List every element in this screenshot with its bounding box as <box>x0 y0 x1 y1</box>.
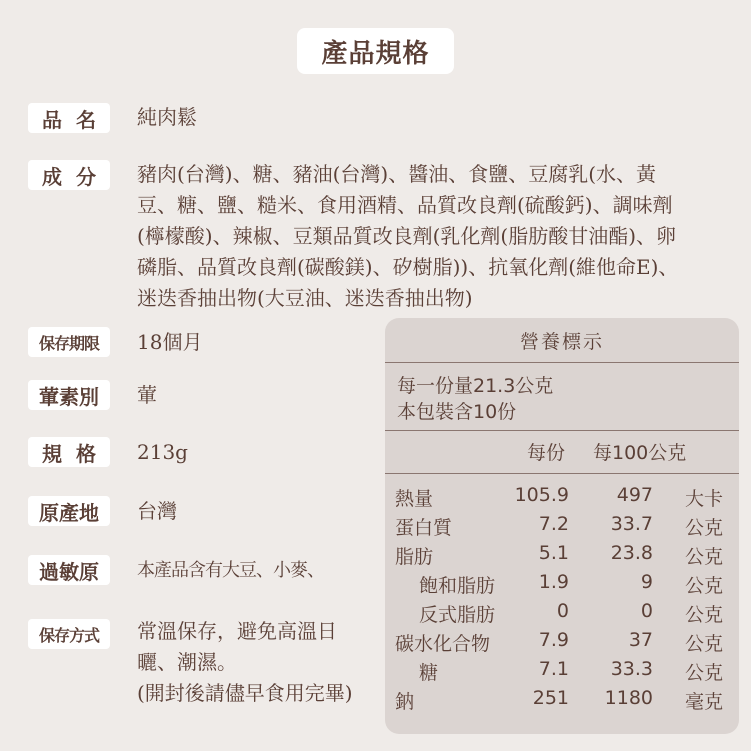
unit-label: 公克 <box>684 662 723 684</box>
nutrition-row <box>385 600 739 629</box>
nutrient-name: 反式脂肪 <box>419 604 496 626</box>
nutrition-row <box>385 542 739 571</box>
ingredients-line: 豆、糖、鹽、糙米、食用酒精、品質改良劑(硫酸鈣)、調味劑 <box>137 193 673 217</box>
nutrition-divider <box>385 473 739 474</box>
ingredients-line: 豬肉(台灣)、糖、豬油(台灣)、醬油、食鹽、豆腐乳(水、黃 <box>137 162 657 186</box>
nutrition-row <box>385 658 739 687</box>
spec-label-size: 規格 <box>28 437 110 467</box>
nutrient-name: 蛋白質 <box>395 517 453 539</box>
per-100g-value: 23.8 <box>610 542 653 564</box>
spec-label-name: 品名 <box>28 103 110 133</box>
spec-value-allergen: 本產品含有大豆、小麥、 <box>137 560 324 581</box>
spec-value-diet-type: 葷 <box>137 383 157 407</box>
nutrition-row <box>385 571 739 600</box>
nutrition-divider <box>385 430 739 431</box>
storage-line: 常溫保存，避免高溫日 <box>137 619 337 643</box>
nutrition-title: 營養標示 <box>519 330 604 353</box>
per-serving-value: 0 <box>556 600 569 622</box>
ingredients-line: 磷脂、品質改良劑(碳酸鎂)、矽樹脂))、抗氧化劑(維他命E)、 <box>137 255 679 279</box>
per-100g-value: 33.3 <box>610 658 653 680</box>
ingredients-line: 迷迭香抽出物(大豆油、迷迭香抽出物) <box>137 286 473 310</box>
per-serving-value: 7.9 <box>538 629 569 651</box>
page-title: 產品規格 <box>297 28 454 74</box>
nutrient-name: 糖 <box>419 662 439 684</box>
nutrition-row <box>385 687 739 716</box>
unit-label: 公克 <box>684 575 723 597</box>
spec-value-size: 213g <box>137 440 188 464</box>
unit-label: 公克 <box>684 546 723 568</box>
spec-label-storage: 保存方式 <box>28 619 110 649</box>
spec-value-origin: 台灣 <box>137 499 177 523</box>
nutrition-divider <box>385 362 739 363</box>
storage-line: (開封後請儘早食用完畢) <box>137 681 353 705</box>
nutrient-name: 鈉 <box>395 691 415 713</box>
servings-per-pack: 本包裝含10份 <box>397 401 517 423</box>
unit-label: 毫克 <box>684 691 723 713</box>
spec-value-storage <box>137 616 353 709</box>
nutrition-row <box>385 513 739 542</box>
spec-value-shelf-life: 18個月 <box>137 330 203 354</box>
per-serving-value: 7.2 <box>538 513 569 535</box>
ingredients-line: (檸檬酸)、辣椒、豆類品質改良劑(乳化劑(脂肪酸甘油酯)、卵 <box>137 224 677 248</box>
unit-label: 公克 <box>684 604 723 626</box>
spec-label-shelf-life: 保存期限 <box>28 327 110 357</box>
nutrition-row <box>385 484 739 513</box>
per-serving-value: 105.9 <box>514 484 569 506</box>
spec-label-diet-type: 葷素別 <box>28 380 110 410</box>
nutrient-name: 熱量 <box>395 488 434 510</box>
serving-size: 每一份量21.3公克 <box>397 375 554 397</box>
per-serving-value: 1.9 <box>538 571 569 593</box>
per-100g-value: 33.7 <box>610 513 653 535</box>
nutrition-panel <box>385 318 739 734</box>
spec-value-ingredients <box>137 159 707 314</box>
spec-label-allergen: 過敏原 <box>28 555 110 585</box>
per-serving-value: 251 <box>532 687 569 709</box>
col-header-per-serving: 每份 <box>527 442 566 464</box>
nutrition-row <box>385 629 739 658</box>
per-100g-value: 37 <box>628 629 653 651</box>
unit-label: 公克 <box>684 517 723 539</box>
unit-label: 大卡 <box>684 488 723 510</box>
col-header-per-100g: 每100公克 <box>593 442 687 464</box>
per-100g-value: 9 <box>640 571 653 593</box>
per-100g-value: 1180 <box>604 687 653 709</box>
nutrient-name: 脂肪 <box>395 546 434 568</box>
unit-label: 公克 <box>684 633 723 655</box>
per-100g-value: 497 <box>616 484 653 506</box>
per-serving-value: 7.1 <box>538 658 569 680</box>
nutrient-name: 碳水化合物 <box>395 633 491 655</box>
spec-value-name: 純肉鬆 <box>137 105 197 129</box>
spec-label-origin: 原產地 <box>28 496 110 526</box>
per-100g-value: 0 <box>640 600 653 622</box>
nutrient-name: 飽和脂肪 <box>419 575 496 597</box>
spec-label-ingredients: 成分 <box>28 160 110 190</box>
storage-line: 曬、潮濕。 <box>137 650 237 674</box>
per-serving-value: 5.1 <box>538 542 569 564</box>
